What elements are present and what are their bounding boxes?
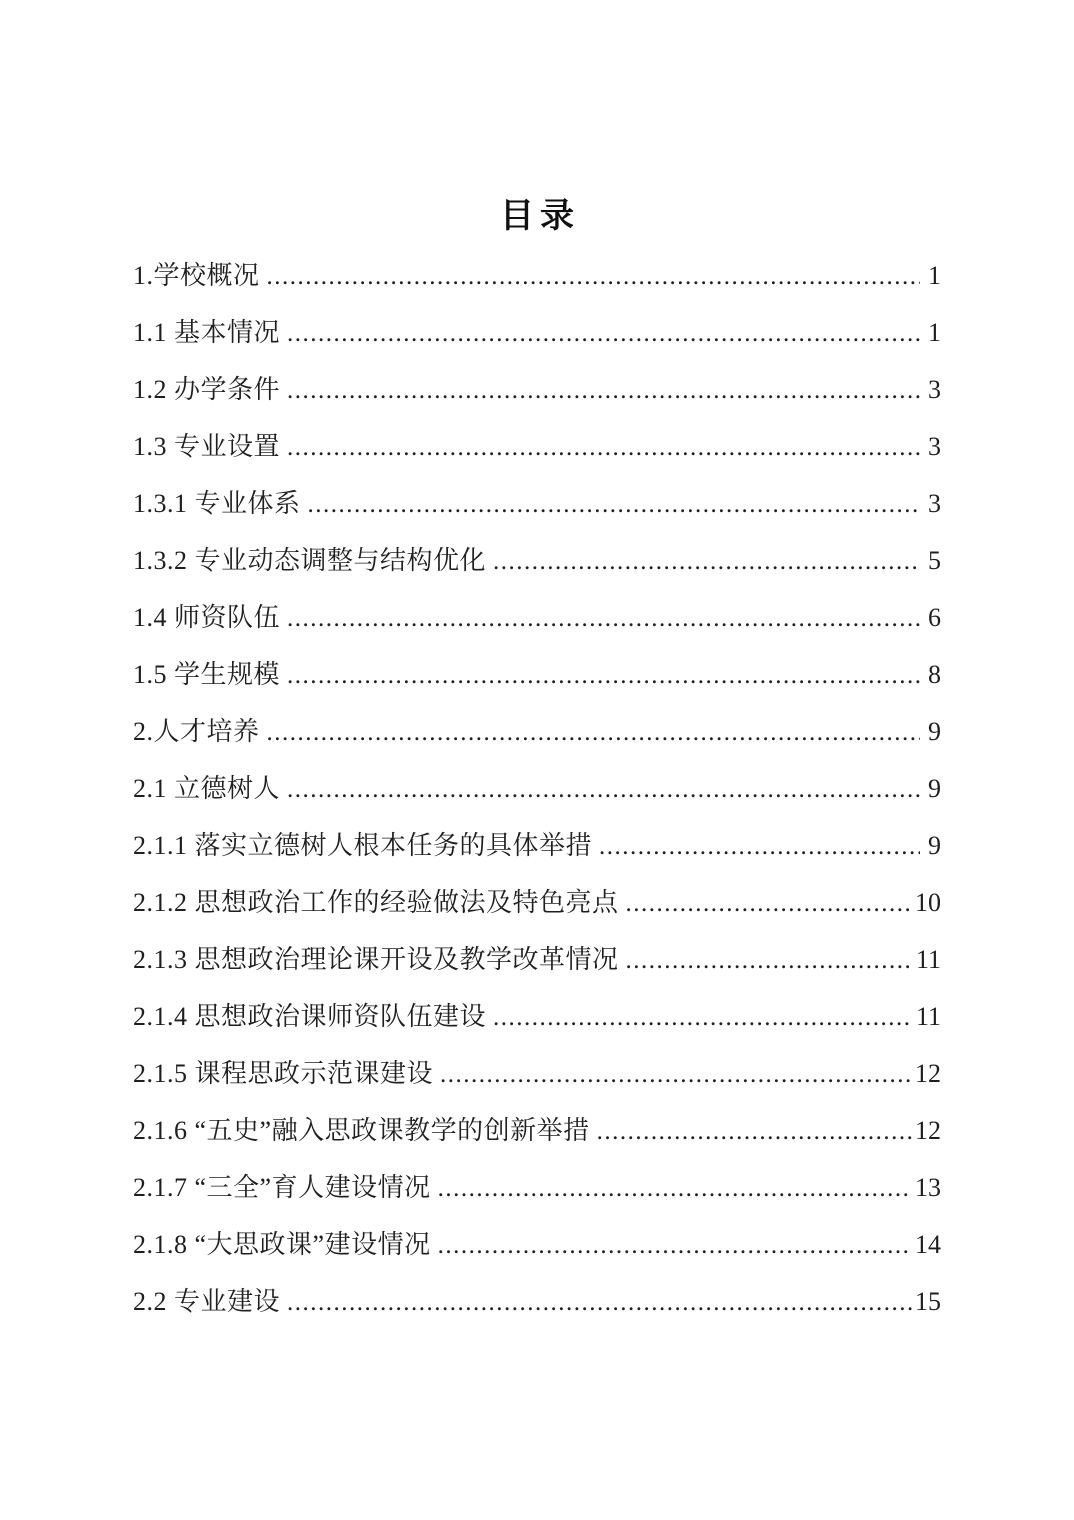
toc-entry[interactable] [133, 875, 941, 932]
toc-entry[interactable] [133, 932, 941, 989]
toc-entry-page: 13 [915, 1173, 941, 1202]
toc-entry[interactable] [133, 362, 941, 419]
toc-entry-label: 1.5 学生规模 [133, 660, 281, 689]
toc-entry[interactable] [133, 476, 941, 533]
toc-entry-label: 1.3 专业设置 [133, 432, 281, 461]
toc-entry-page: 3 [928, 375, 941, 404]
toc-entry-label: 2.1.6 “五史”融入思政课教学的创新举措 [133, 1116, 590, 1145]
toc-leader-dots [626, 875, 912, 932]
toc-leader-dots [626, 932, 913, 989]
toc-entry-page: 9 [928, 774, 941, 803]
toc-entry-label: 2.1.7 “三全”育人建设情况 [133, 1173, 431, 1202]
toc-leader-dots [267, 248, 920, 305]
toc-entry-label: 2.1.2 思想政治工作的经验做法及特色亮点 [133, 888, 619, 917]
toc-entry[interactable] [133, 1046, 941, 1103]
toc-entry[interactable] [133, 590, 941, 647]
toc-entry[interactable] [133, 989, 941, 1046]
toc-entry-page: 3 [928, 489, 941, 518]
toc-entry-label: 2.1.1 落实立德树人根本任务的具体举措 [133, 831, 593, 860]
toc-leader-dots [267, 704, 920, 761]
toc-leader-dots [438, 1160, 912, 1217]
toc-leader-dots [440, 1046, 912, 1103]
toc-entry-label: 1.3.1 专业体系 [133, 489, 301, 518]
toc-entry-page: 3 [928, 432, 941, 461]
toc-entry[interactable] [133, 704, 941, 761]
toc-entry-page: 12 [915, 1116, 941, 1145]
toc-leader-dots [599, 818, 920, 875]
toc-entry-label: 2.1.4 思想政治课师资队伍建设 [133, 1002, 487, 1031]
toc-leader-dots [287, 590, 920, 647]
toc-entry[interactable] [133, 305, 941, 362]
toc-leader-dots [493, 989, 913, 1046]
page-title: 目录 [500, 197, 580, 235]
toc-leader-dots [438, 1217, 912, 1274]
table-of-contents [133, 248, 941, 1331]
toc-entry[interactable] [133, 419, 941, 476]
toc-leader-dots [287, 362, 920, 419]
toc-entry-page: 11 [915, 945, 941, 974]
toc-leader-dots [308, 476, 920, 533]
toc-entry-label: 1.4 师资队伍 [133, 603, 281, 632]
toc-leader-dots [597, 1103, 912, 1160]
toc-entry-label: 2.1 立德树人 [133, 774, 281, 803]
toc-entry-page: 15 [915, 1287, 941, 1316]
toc-entry[interactable] [133, 1274, 941, 1331]
toc-entry[interactable] [133, 1160, 941, 1217]
toc-entry-page: 9 [928, 831, 941, 860]
toc-entry-page: 12 [915, 1059, 941, 1088]
toc-leader-dots [493, 533, 920, 590]
toc-entry[interactable] [133, 1217, 941, 1274]
toc-entry-label: 2.1.8 “大思政课”建设情况 [133, 1230, 431, 1259]
toc-leader-dots [287, 419, 920, 476]
toc-entry-page: 1 [928, 261, 941, 290]
toc-entry-label: 1.1 基本情况 [133, 318, 281, 347]
toc-entry-page: 10 [915, 888, 941, 917]
toc-entry[interactable] [133, 248, 941, 305]
toc-entry-label: 1.学校概况 [133, 261, 260, 290]
toc-entry[interactable] [133, 1103, 941, 1160]
toc-entry-label: 1.3.2 专业动态调整与结构优化 [133, 546, 487, 575]
toc-entry-page: 9 [928, 717, 941, 746]
toc-entry-label: 2.1.3 思想政治理论课开设及教学改革情况 [133, 945, 619, 974]
toc-leader-dots [287, 761, 920, 818]
toc-entry-page: 8 [928, 660, 941, 689]
toc-entry[interactable] [133, 533, 941, 590]
toc-entry-label: 2.人才培养 [133, 717, 260, 746]
toc-entry-page: 6 [928, 603, 941, 632]
toc-leader-dots [287, 647, 920, 704]
toc-entry-page: 14 [915, 1230, 941, 1259]
toc-entry-label: 2.2 专业建设 [133, 1287, 281, 1316]
toc-entry[interactable] [133, 647, 941, 704]
toc-entry-page: 5 [928, 546, 941, 575]
toc-leader-dots [287, 1274, 912, 1331]
toc-entry-label: 2.1.5 课程思政示范课建设 [133, 1059, 434, 1088]
toc-entry-page: 11 [915, 1002, 941, 1031]
toc-entry[interactable] [133, 761, 941, 818]
toc-entry-page: 1 [928, 318, 941, 347]
toc-leader-dots [287, 305, 920, 362]
toc-entry-label: 1.2 办学条件 [133, 375, 281, 404]
toc-entry[interactable] [133, 818, 941, 875]
